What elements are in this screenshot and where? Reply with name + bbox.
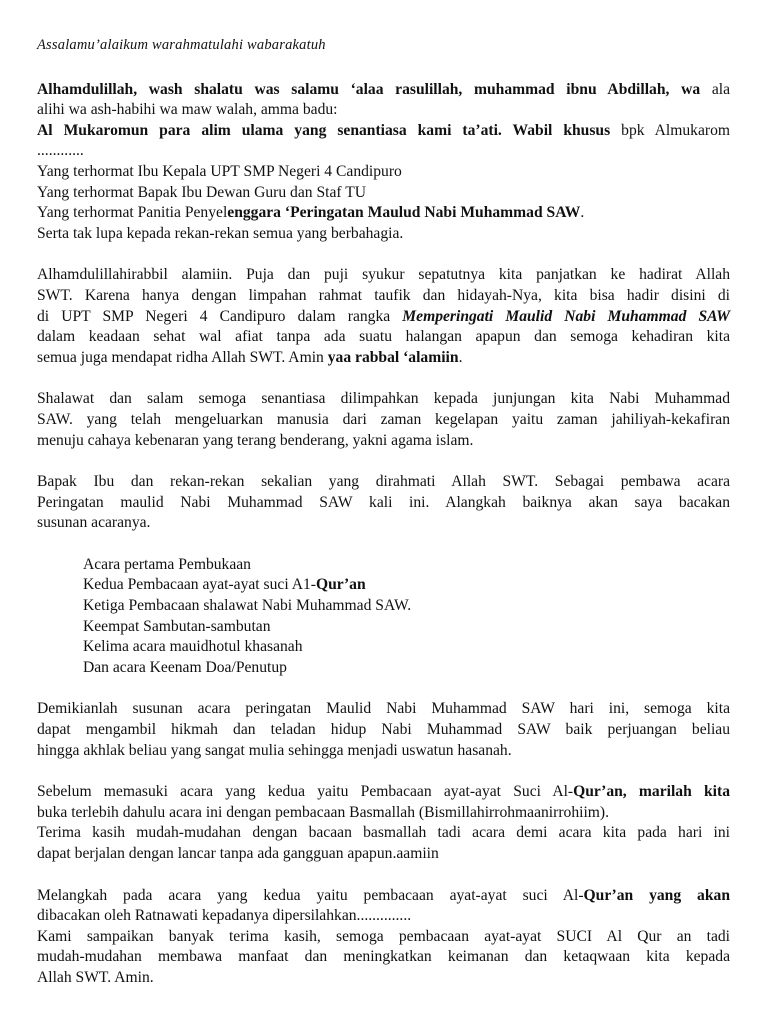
sebelum-line-4: dapat berjalan dengan lancar tanpa ada gangguan apapun.aamiin <box>37 845 439 862</box>
agenda-item-5-text: Kelima acara mauidhotul khasanah <box>83 638 303 656</box>
agenda-item-6 <box>83 658 730 679</box>
opening-line-3-rest: bpk Almukarom <box>610 121 731 139</box>
sebelum-paragraph <box>37 782 730 864</box>
melangkah-line-1 <box>37 886 730 907</box>
agenda-item-5 <box>83 637 730 658</box>
melangkah-line-1-bold: Qur’an yang akan <box>583 886 730 904</box>
salutation-panitia-c: . <box>580 204 585 222</box>
melangkah-line-2: dibacakan oleh Ratnawati kepadanya dipersilahkan.............. <box>37 907 412 925</box>
syukur-line-4: dalam keadaan sehat wal afiat tanpa ada suatu halangan apapun dan semoga kehadiran kita <box>37 328 730 346</box>
salutation-rekan: Serta tak lupa kepada rekan-rekan semua yang berbahagia. <box>37 224 404 242</box>
acara-line-1: Bapak Ibu dan rekan-rekan sekalian yang dirahmati Allah SWT. Sebagai pembawa acara <box>37 473 730 491</box>
melangkah-line-4: mudah-mudahan membawa manfaat dan meningkatkan keimanan dan ketaqwaan kita kepada <box>37 948 730 966</box>
melangkah-paragraph <box>37 886 730 989</box>
agenda-item-2-text: Kedua Pembacaan ayat-ayat suci A1- <box>83 576 316 594</box>
syukur-line-5-a: semua juga mendapat ridha Allah SWT. Amin <box>37 348 328 366</box>
melangkah-line-5: Allah SWT. Amin. <box>37 968 154 986</box>
melangkah-line-1-a: Melangkah pada acara yang kedua yaitu pembacaan ayat-ayat suci Al- <box>37 886 584 904</box>
demikian-line-2: dapat mengambil hikmah dan teladan hidup Nabi Muhammad SAW baik perjuangan beliau <box>37 721 730 739</box>
sebelum-line-1-a: Sebelum memasuki acara yang kedua yaitu Pembacaan ayat-ayat Suci Al- <box>37 783 574 801</box>
opening-line-2: alihi wa ash-habihi wa maw walah, amma badu: <box>37 101 338 119</box>
agenda-list <box>37 555 730 679</box>
greeting-salam: Assalamu’alaikum warahmatulahi wabarakatuh <box>37 37 326 53</box>
demikian-paragraph <box>37 699 730 761</box>
agenda-item-4-text: Keempat Sambutan-sambutan <box>83 617 271 635</box>
opening-line-3-bold-a: Al Mukaromun para alim ulama yang senantiasa kami ta’ati. <box>37 121 502 139</box>
opening-line-1-rest: ala <box>700 80 730 98</box>
syukur-line-2: SWT. Karena hanya dengan limpahan rahmat taufik dan hidayah-Nya, kita bisa hadir disini di <box>37 286 730 304</box>
agenda-item-2-bold: Qur’an <box>315 576 366 594</box>
opening-line-1-bold: Alhamdulillah, wash shalatu was salamu ‘alaa rasulillah, muhammad ibnu Abdillah, wa <box>37 80 701 98</box>
opening-line-3-bold-b: Wabil khusus <box>501 121 611 139</box>
melangkah-line-3: Kami sampaikan banyak terima kasih, semoga pembacaan ayat-ayat SUCI Al Qur an tadi <box>37 927 730 945</box>
syukur-paragraph <box>37 265 730 368</box>
shalawat-line-2: SAW. yang telah mengeluarkan manusia dari zaman kegelapan yaitu zaman jahiliyah-kekafiran <box>37 410 730 428</box>
syukur-line-5-bold: yaa rabbal ‘alamiin <box>327 348 459 366</box>
salutation-panitia-bold: enggara ‘Peringatan Maulud Nabi Muhammad SAW <box>227 204 581 222</box>
agenda-item-6-text: Dan acara Keenam Doa/Penutup <box>83 658 287 676</box>
salutation-panitia <box>37 203 730 224</box>
syukur-line-3-a: di UPT SMP Negeri 4 Candipuro dalam rangka <box>37 307 403 325</box>
sebelum-line-2: buka terlebih dahulu acara ini dengan pembacaan Basmallah (Bismillahirrohmaanirrohiim). <box>37 803 610 821</box>
agenda-item-3 <box>83 596 730 617</box>
agenda-item-3-text: Ketiga Pembacaan shalawat Nabi Muhammad SAW. <box>83 597 412 615</box>
agenda-item-2 <box>83 575 730 596</box>
shalawat-line-1: Shalawat dan salam semoga senantiasa dilimpahkan kepada junjungan kita Nabi Muhammad <box>37 390 730 408</box>
acara-line-3: susunan acaranya. <box>37 514 151 532</box>
salutation-kepala-sekolah: Yang terhormat Ibu Kepala UPT SMP Negeri 4 Candipuro <box>37 162 402 180</box>
syukur-event-name: Memperingati Maulid Nabi Muhammad SAW <box>402 307 730 325</box>
sebelum-line-3: Terima kasih mudah-mudahan dengan bacaan basmallah tadi acara demi acara kita pada hari ini <box>37 824 730 842</box>
acara-line-2: Peringatan maulid Nabi Muhammad SAW kali ini. Alangkah baiknya akan saya bacakan <box>37 493 730 511</box>
salutation-panitia-a: Yang terhormat Panitia Penyel <box>37 204 228 222</box>
syukur-line-1: Alhamdulillahirabbil alamiin. Puja dan puji syukur sepatutnya kita panjatkan ke hadirat Allah <box>37 266 730 284</box>
sebelum-line-1 <box>37 782 730 803</box>
opening-line-1 <box>37 80 730 101</box>
demikian-line-1: Demikianlah susunan acara peringatan Maulid Nabi Muhammad SAW hari ini, semoga kita <box>37 700 730 718</box>
opening-line-4: ............ <box>37 142 84 160</box>
syukur-line-5-c: . <box>458 348 463 366</box>
syukur-line-5 <box>37 348 730 369</box>
agenda-item-1 <box>83 555 730 576</box>
agenda-item-4 <box>83 617 730 638</box>
salutation-dewan-guru: Yang terhormat Bapak Ibu Dewan Guru dan Staf TU <box>37 183 366 201</box>
acara-paragraph <box>37 472 730 534</box>
shalawat-paragraph <box>37 389 730 451</box>
opening-paragraph <box>37 80 730 245</box>
agenda-item-1-text: Acara pertama Pembukaan <box>83 555 251 573</box>
shalawat-line-3: menuju cahaya kebenaran yang terang benderang, yakni agama islam. <box>37 431 474 449</box>
sebelum-line-1-bold: Qur’an, marilah kita <box>573 783 730 801</box>
demikian-line-3: hingga akhlak beliau yang sangat mulia sehingga menjadi uswatun hasanah. <box>37 741 512 759</box>
opening-line-3 <box>37 121 730 142</box>
syukur-line-3 <box>37 307 730 328</box>
